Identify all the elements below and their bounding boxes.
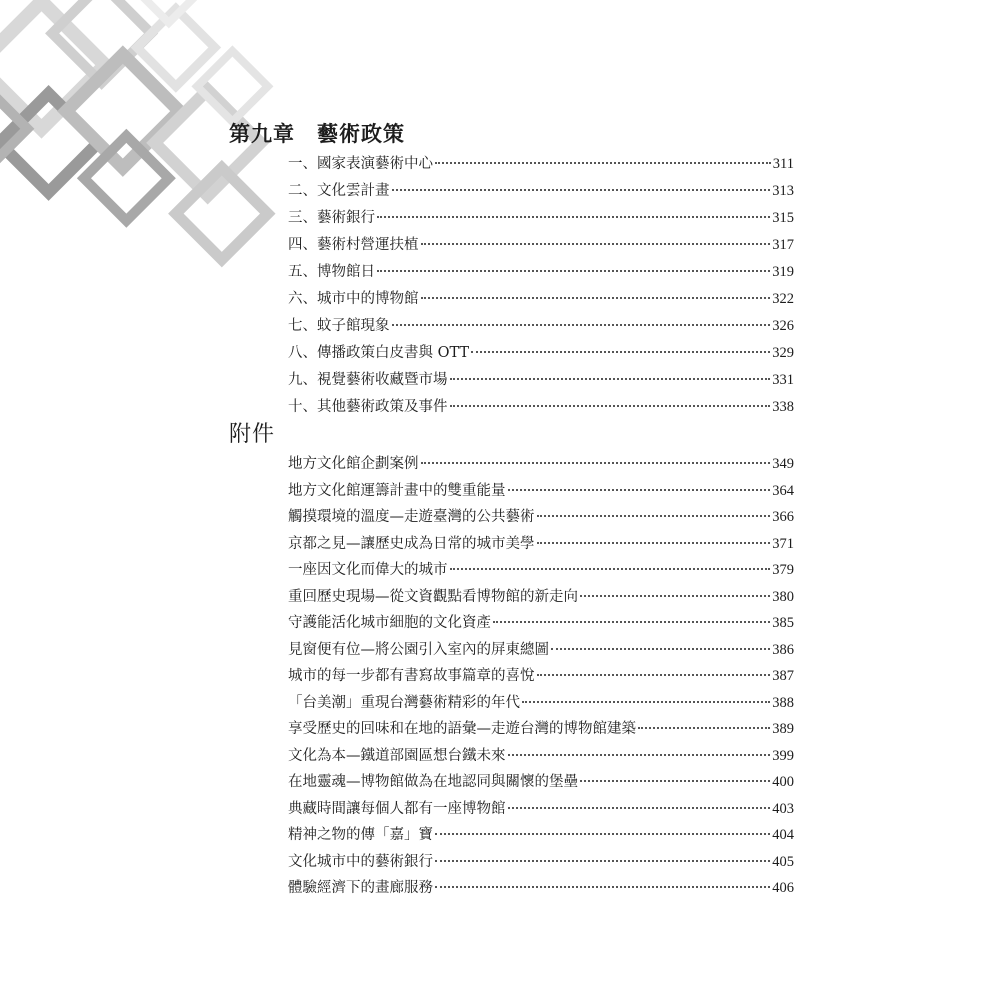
toc-entry-page: 338 — [772, 399, 794, 415]
toc-entry-title: 五、博物館日 — [288, 264, 375, 280]
toc-entry-page: 322 — [772, 291, 794, 307]
toc-entry-title: 享受歷史的回味和在地的語彙—走遊台灣的博物館建築 — [288, 721, 636, 737]
appendix-heading: 附件 — [229, 422, 276, 447]
toc-entry[interactable] — [288, 340, 794, 367]
toc-entry-title: 觸摸環境的溫度—走遊臺灣的公共藝術 — [288, 509, 535, 525]
toc-entry-page: 385 — [772, 615, 794, 631]
toc-entry-title: 八、傳播政策白皮書與 OTT — [288, 345, 470, 361]
toc-entry[interactable] — [288, 743, 794, 770]
dot-leader — [392, 189, 771, 191]
toc-entry-title: 守護能活化城市細胞的文化資產 — [288, 615, 491, 631]
appendix-toc-list — [288, 451, 794, 902]
dot-leader — [421, 462, 771, 464]
toc-entry[interactable] — [288, 286, 794, 313]
toc-entry[interactable] — [288, 875, 794, 902]
dot-leader — [392, 324, 771, 326]
dot-leader — [421, 243, 771, 245]
toc-entry[interactable] — [288, 178, 794, 205]
dot-leader — [508, 807, 771, 809]
toc-entry[interactable] — [288, 690, 794, 717]
toc-entry-page: 405 — [772, 853, 794, 870]
toc-entry-page: 364 — [772, 482, 794, 499]
dot-leader — [377, 270, 770, 272]
toc-entry[interactable] — [288, 451, 794, 478]
toc-entry-page: 406 — [772, 880, 794, 896]
dot-leader — [508, 754, 771, 756]
toc-entry[interactable] — [288, 849, 794, 876]
toc-entry-page: 349 — [772, 456, 794, 472]
dot-leader — [537, 542, 771, 544]
toc-entry-title: 十、其他藝術政策及事件 — [288, 399, 448, 415]
toc-entry-page: 326 — [772, 318, 794, 334]
toc-entry-title: 地方文化館企劃案例 — [288, 456, 419, 472]
toc-entry[interactable] — [288, 822, 794, 849]
dot-leader — [450, 405, 771, 407]
dot-leader — [580, 780, 770, 782]
toc-entry-title: 地方文化館運籌計畫中的雙重能量 — [288, 482, 506, 499]
toc-entry-page: 319 — [772, 264, 794, 280]
toc-entry-title: 「台美潮」重現台灣藝術精彩的年代 — [288, 694, 520, 711]
dot-leader — [522, 701, 770, 703]
toc-entry[interactable] — [288, 478, 794, 505]
toc-entry[interactable] — [288, 313, 794, 340]
toc-entry[interactable] — [288, 610, 794, 637]
toc-entry[interactable] — [288, 394, 794, 421]
toc-entry-title: 精神之物的傳「嘉」寶 — [288, 827, 433, 843]
toc-entry[interactable] — [288, 716, 794, 743]
toc-entry-title: 在地靈魂—博物館做為在地認同與關懷的堡壘 — [288, 774, 578, 790]
dot-leader — [450, 378, 771, 380]
toc-entry-page: 399 — [772, 747, 794, 764]
toc-entry[interactable] — [288, 796, 794, 823]
toc-entry[interactable] — [288, 637, 794, 664]
toc-entry-title: 二、文化雲計畫 — [288, 183, 390, 199]
toc-entry[interactable] — [288, 151, 794, 178]
toc-entry-page: 387 — [772, 668, 794, 684]
toc-entry[interactable] — [288, 367, 794, 394]
toc-entry-title: 六、城市中的博物館 — [288, 291, 419, 307]
toc-entry-title: 七、蚊子館現象 — [288, 318, 390, 334]
toc-entry-title: 體驗經濟下的畫廊服務 — [288, 880, 433, 896]
dot-leader — [435, 162, 771, 164]
dot-leader — [471, 351, 770, 353]
toc-entry-title: 京都之見—讓歷史成為日常的城市美學 — [288, 535, 535, 552]
dot-leader — [421, 297, 771, 299]
dot-leader — [377, 216, 770, 218]
dot-leader — [638, 727, 770, 729]
chapter-toc-list — [288, 151, 794, 421]
toc-entry-title: 四、藝術村營運扶植 — [288, 237, 419, 253]
toc-entry-page: 403 — [772, 800, 794, 817]
toc-entry-title: 典藏時間讓每個人都有一座博物館 — [288, 800, 506, 817]
toc-entry-page: 386 — [772, 641, 794, 658]
toc-entry-page: 366 — [772, 509, 794, 525]
dot-leader — [435, 886, 770, 888]
toc-entry[interactable] — [288, 232, 794, 259]
toc-entry-page: 388 — [772, 694, 794, 711]
toc-entry-title: 城市的每一步都有書寫故事篇章的喜悅 — [288, 668, 535, 684]
toc-entry[interactable] — [288, 531, 794, 558]
toc-entry-title: 見窗便有位—將公園引入室內的屏東總圖 — [288, 641, 549, 658]
toc-entry-page: 329 — [772, 345, 794, 361]
toc-entry-page: 380 — [772, 588, 794, 605]
toc-entry-page: 371 — [772, 535, 794, 552]
toc-entry-title: 文化城市中的藝術銀行 — [288, 853, 433, 870]
dot-leader — [450, 568, 771, 570]
dot-leader — [493, 621, 770, 623]
toc-entry[interactable] — [288, 557, 794, 584]
toc-entry-page: 317 — [772, 237, 794, 253]
toc-entry-page: 404 — [772, 827, 794, 843]
toc-entry-page: 400 — [772, 774, 794, 790]
dot-leader — [435, 860, 770, 862]
dot-leader — [537, 674, 771, 676]
toc-entry-title: 九、視覺藝術收藏暨市場 — [288, 372, 448, 388]
dot-leader — [537, 515, 771, 517]
toc-entry-page: 379 — [772, 562, 794, 578]
toc-entry-page: 315 — [772, 210, 794, 226]
toc-entry-title: 文化為本—鐵道部園區想台鐵未來 — [288, 747, 506, 764]
toc-entry[interactable] — [288, 584, 794, 611]
dot-leader — [580, 595, 770, 597]
toc-entry-title: 重回歷史現場—從文資觀點看博物館的新走向 — [288, 588, 578, 605]
toc-entry[interactable] — [288, 663, 794, 690]
toc-entry-page: 389 — [772, 721, 794, 737]
toc-entry-title: 三、藝術銀行 — [288, 210, 375, 226]
toc-entry[interactable] — [288, 259, 794, 286]
toc-entry-title: 一座因文化而偉大的城市 — [288, 562, 448, 578]
toc-entry[interactable] — [288, 504, 794, 531]
dot-leader — [551, 648, 770, 650]
toc-entry[interactable] — [288, 205, 794, 232]
toc-entry-title: 一、國家表演藝術中心 — [288, 156, 433, 172]
dot-leader — [508, 489, 771, 491]
dot-leader — [435, 833, 770, 835]
chapter-heading: 第九章 藝術政策 — [229, 121, 405, 146]
toc-entry-page: 313 — [772, 183, 794, 199]
toc-entry-page: 311 — [772, 156, 794, 172]
toc-entry-page: 331 — [772, 372, 794, 388]
toc-entry[interactable] — [288, 769, 794, 796]
